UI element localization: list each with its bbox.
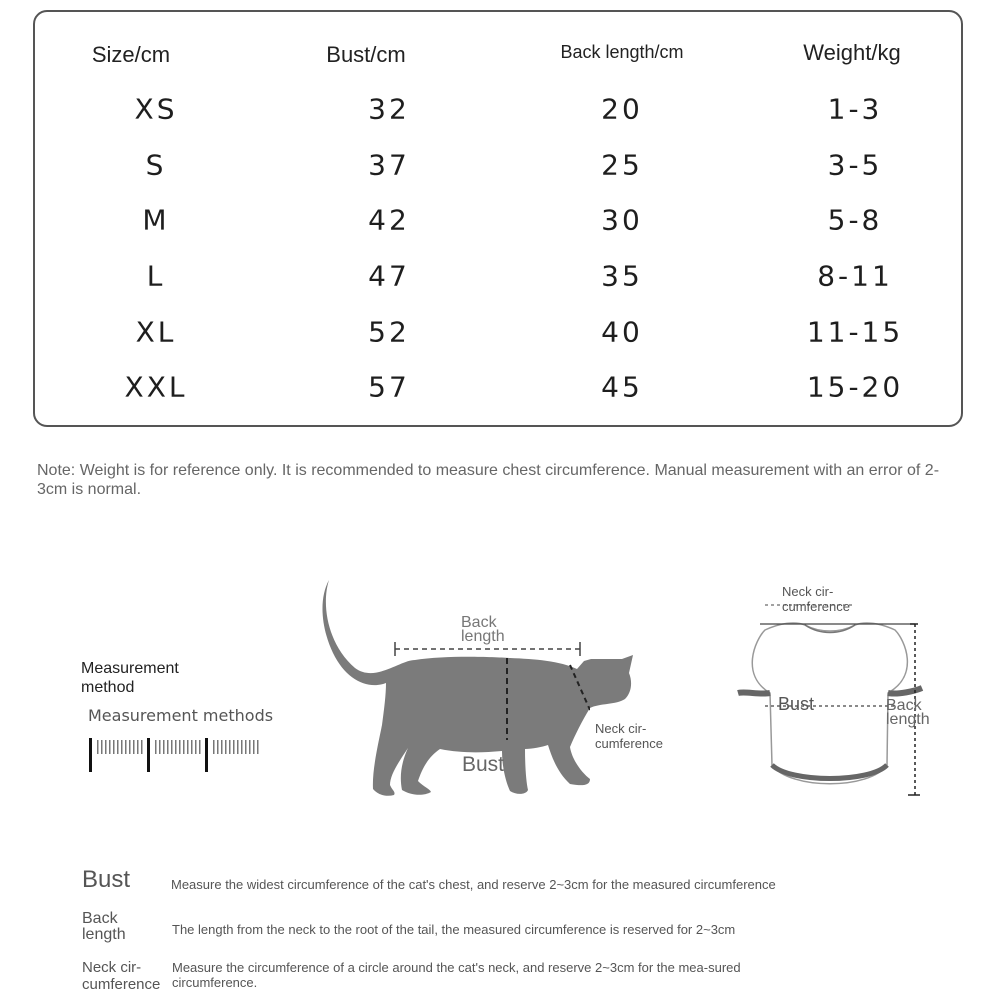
cell-back-length: 30 <box>601 203 643 237</box>
header-bust: Bust/cm <box>326 42 406 67</box>
cell-size: XXL <box>124 370 188 404</box>
header-size: Size/cm <box>91 42 171 67</box>
shirt-neck-label <box>782 584 850 614</box>
cat-bust-label: Bust <box>462 753 505 776</box>
measurement-title-line2: method <box>81 679 135 696</box>
cell-weight: 15-20 <box>806 370 904 404</box>
cell-bust: 47 <box>368 259 410 293</box>
shirt-neck-line2: cumference <box>782 599 850 614</box>
shirt-neck-line1: Neck cir- <box>782 584 834 599</box>
shirt-back-length-label <box>886 699 930 727</box>
def-text-bust: Measure the widest circumference of the cat's chest, and reserve 2~3cm for the measured circumference <box>171 877 776 892</box>
shirt-bust-label: Bust <box>778 694 815 714</box>
def-term-neck <box>82 959 160 993</box>
cell-size: L <box>146 259 166 293</box>
ruler-icon <box>86 736 266 776</box>
cell-size: XS <box>134 92 178 126</box>
cell-weight: 8-11 <box>817 259 893 293</box>
def-term-bust: Bust <box>82 866 131 893</box>
cell-back-length: 20 <box>601 92 643 126</box>
cell-back-length: 45 <box>601 370 643 404</box>
def-term-back-length <box>82 911 126 943</box>
cell-weight: 11-15 <box>806 315 904 349</box>
cell-weight: 1-3 <box>827 92 883 126</box>
measurement-title-line1: Measurement <box>81 660 179 677</box>
cell-back-length: 40 <box>601 315 643 349</box>
def-term-back-line2: length <box>82 926 126 943</box>
cat-neck-line2: cumference <box>595 736 663 751</box>
cell-bust: 37 <box>368 148 410 182</box>
cat-back-line2: length <box>461 628 505 645</box>
cat-measure-guides <box>390 640 590 745</box>
def-term-neck-line2: cumference <box>82 976 161 993</box>
cell-bust: 57 <box>368 370 410 404</box>
cat-back-length-label <box>461 616 505 644</box>
shirt-back-line2: length <box>886 711 930 728</box>
measurement-methods-subtitle: Measurement methods <box>88 706 274 725</box>
measurement-method-title <box>81 659 179 697</box>
cell-bust: 32 <box>368 92 410 126</box>
def-term-neck-line1: Neck cir- <box>82 959 142 976</box>
cell-bust: 52 <box>368 315 410 349</box>
cell-bust: 42 <box>368 203 410 237</box>
size-table <box>33 10 963 427</box>
cell-size: M <box>142 203 170 237</box>
header-back-length: Back length/cm <box>560 42 684 62</box>
cat-neck-label <box>595 721 663 751</box>
cell-weight: 3-5 <box>827 148 883 182</box>
cell-back-length: 25 <box>601 148 643 182</box>
def-text-back-length: The length from the neck to the root of the tail, the measured circumference is reserved for 2~3cm <box>172 922 736 937</box>
def-term-back-line1: Back <box>82 910 118 927</box>
shirt-back-line1: Back <box>886 697 922 714</box>
cell-size: S <box>145 148 167 182</box>
cat-back-line1: Back <box>461 614 497 631</box>
reference-note: Note: Weight is for reference only. It is recommended to measure chest circumference. Manual measurement with an error of 2-3cm is normal. <box>37 462 940 498</box>
cell-weight: 5-8 <box>827 203 883 237</box>
header-weight: Weight/kg <box>803 40 901 65</box>
cell-size: XL <box>135 315 177 349</box>
cell-back-length: 35 <box>601 259 643 293</box>
cat-neck-line1: Neck cir- <box>595 721 647 736</box>
def-text-neck: Measure the circumference of a circle around the cat's neck, and reserve 2~3cm for the mea-sured circumference. <box>172 960 741 990</box>
